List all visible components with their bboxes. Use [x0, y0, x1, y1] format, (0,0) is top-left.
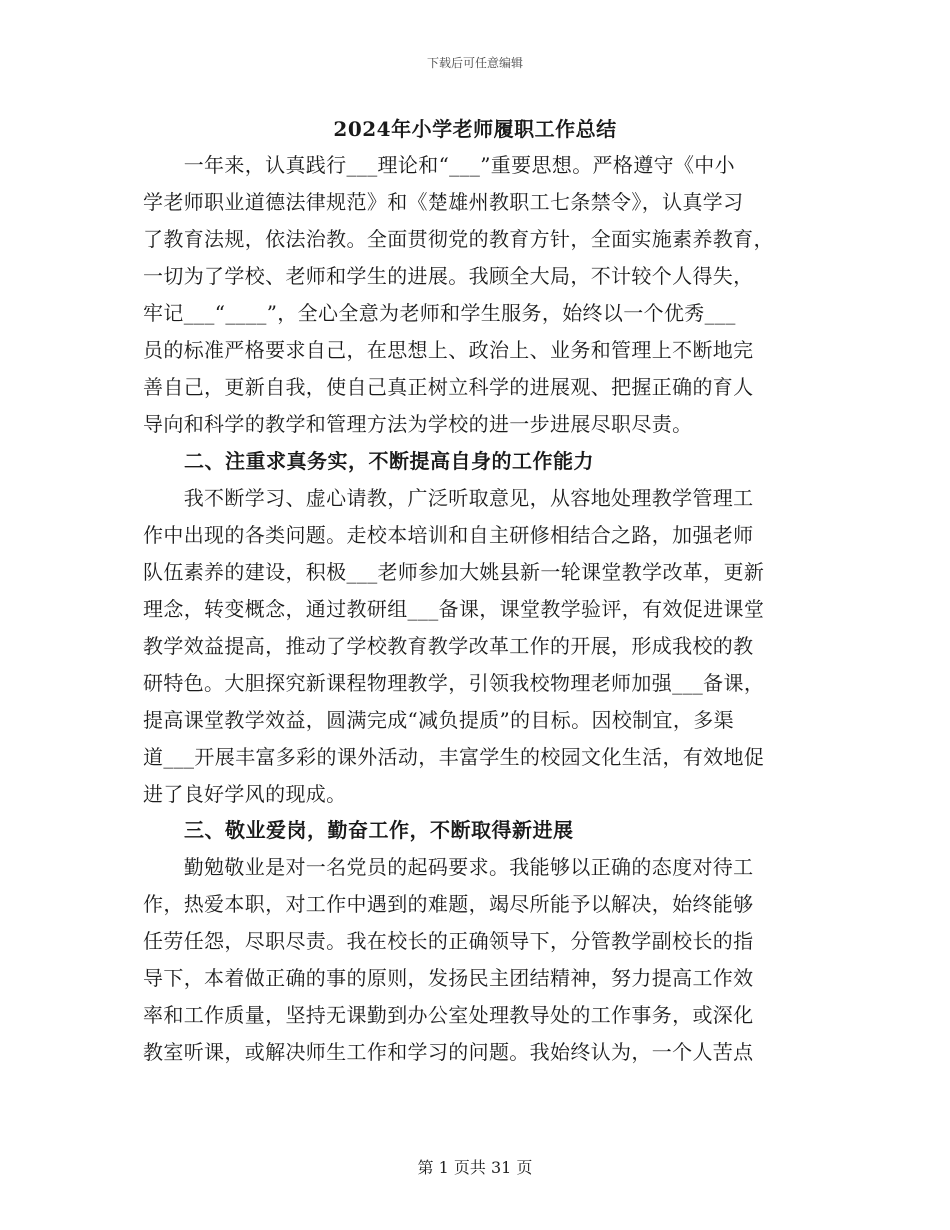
- page-footer: 第 1 页共 31 页: [417, 1158, 533, 1177]
- text-line: 队伍素养的建设，积极___老师参加大姚县新一轮课堂教学改革，更新: [143, 560, 765, 584]
- text-line: 一年来，认真践行___理论和“___”重要思想。严格遵守《中小: [143, 153, 735, 177]
- text-line: 教室听课，或解决师生工作和学习的问题。我始终认为，一个人苦点: [143, 1040, 754, 1064]
- text-line: 提高课堂教学效益，圆满完成“减负提质”的目标。因校制宜，多渠: [143, 708, 734, 732]
- text-line: 学老师职业道德法律规范》和《楚雄州教职工七条禁令》，认真学习: [143, 190, 744, 214]
- header-note: 下载后可任意编辑: [426, 56, 523, 70]
- text-line: 我不断学习、虚心请教，广泛听取意见，从容地处理教学管理工: [143, 486, 754, 510]
- text-line: 作，热爱本职，对工作中遇到的难题，竭尽所能予以解决，始终能够: [143, 892, 754, 916]
- text-line: 研特色。大胆探究新课程物理教学，引领我校物理老师加强___备课，: [143, 671, 765, 695]
- text-line: 进了良好学风的现成。: [143, 782, 347, 806]
- document-title: 2024年小学老师履职工作总结: [333, 117, 617, 141]
- section-2: [143, 443, 808, 813]
- text-line: 了教育法规，依法治教。全面贯彻党的教育方针，全面实施素养教育，: [143, 227, 774, 251]
- text-line: 牢记___“____”，全心全意为老师和学生服务，始终以一个优秀___: [143, 301, 736, 325]
- section-1-paragraph: [143, 147, 808, 443]
- text-line: 导向和科学的教学和管理方法为学校的进一步进展尽职尽责。: [143, 412, 693, 436]
- section-heading: 三、敬业爱岗，勤奋工作，不断取得新进展: [143, 818, 574, 842]
- text-line: 一切为了学校、老师和学生的进展。我顾全大局，不计较个人得失，: [143, 264, 754, 288]
- text-line: 率和工作质量，坚持无课勤到办公室处理教导处的工作事务，或深化: [143, 1003, 754, 1027]
- text-line: 理念，转变概念，通过教研组___备课，课堂教学验评，有效促进课堂: [143, 597, 765, 621]
- text-line: 道___开展丰富多彩的课外活动，丰富学生的校园文化生活，有效地促: [143, 745, 765, 769]
- text-line: 勤勉敬业是对一名党员的起码要求。我能够以正确的态度对待工: [143, 855, 754, 879]
- text-line: 员的标准严格要求自己，在思想上、政治上、业务和管理上不断地完: [143, 338, 754, 362]
- text-line: 善自己，更新自我，使自己真正树立科学的进展观、把握正确的育人: [143, 375, 754, 399]
- text-line: 任劳任怨，尽职尽责。我在校长的正确领导下，分管教学副校长的指: [143, 929, 754, 953]
- section-heading: 二、注重求真务实，不断提高自身的工作能力: [143, 449, 594, 473]
- text-line: 作中出现的各类问题。走校本培训和自主研修相结合之路，加强老师: [143, 523, 754, 547]
- section-3: [143, 812, 808, 1071]
- text-line: 导下，本着做正确的事的原则，发扬民主团结精神，努力提高工作效: [143, 966, 754, 990]
- text-line: 教学效益提高，推动了学校教育教学改革工作的开展，形成我校的教: [143, 634, 754, 658]
